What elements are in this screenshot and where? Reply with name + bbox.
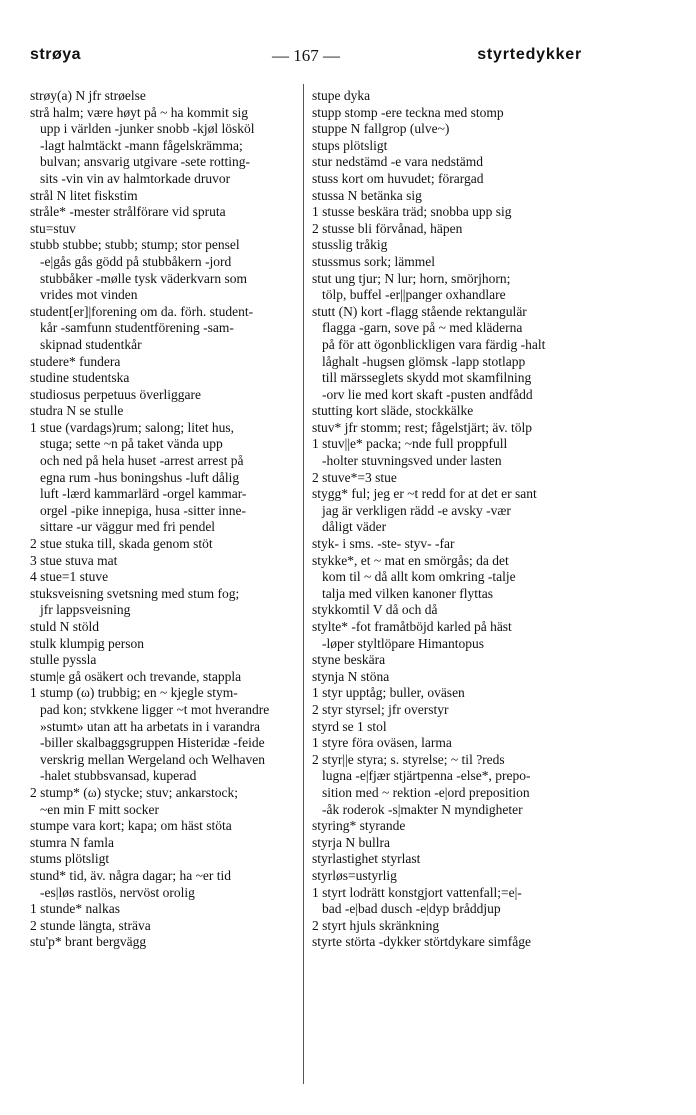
dictionary-line: egna rum -hus boningshus -luft dålig: [40, 469, 240, 485]
left-column: [30, 88, 302, 951]
dictionary-line: -es|løs rastlös, nervöst orolig: [40, 884, 195, 900]
dictionary-line: 2 stue stuka till, skada genom stöt: [30, 536, 213, 552]
dictionary-line: 2 styrt hjuls skränkning: [312, 917, 440, 933]
dictionary-line: dåligt väder: [322, 519, 387, 535]
dictionary-line: studere* fundera: [30, 353, 121, 369]
dictionary-line: sittare -ur väggur med fri pendel: [40, 519, 216, 535]
dictionary-line: 2 styr||e styra; s. styrelse; ~ til ?reds: [312, 751, 505, 767]
dictionary-line: upp i världen -junker snobb -kjøl lösköl: [40, 121, 255, 137]
dictionary-line: -e|gås gås gödd på stubbåkern -jord: [40, 253, 232, 269]
dictionary-line: lugna -e|fjær stjärtpenna -else*, prepo-: [322, 768, 531, 784]
dictionary-line: vrides mot vinden: [40, 287, 138, 303]
dictionary-line: studra N se stulle: [30, 403, 124, 419]
dictionary-line: styrløs=ustyrlig: [312, 867, 397, 883]
dictionary-line: 3 stue stuva mat: [30, 552, 118, 568]
dictionary-line: stråle* -mester strålförare vid spruta: [30, 204, 226, 220]
dictionary-line: orgel -pike innepiga, husa -sitter inne-: [40, 502, 246, 518]
dictionary-line: 1 stue (vardags)rum; salong; litet hus,: [30, 419, 234, 435]
dictionary-line: stynja N stöna: [312, 668, 390, 684]
dictionary-line: 1 styr upptåg; buller, oväsen: [312, 685, 465, 701]
dictionary-line: talja med vilken kanoner flyttas: [322, 585, 493, 601]
dictionary-line: 2 styr styrsel; jfr overstyr: [312, 701, 449, 717]
dictionary-line: stubb stubbe; stubb; stump; stor pensel: [30, 237, 240, 253]
dictionary-line: strøy(a) N jfr strøelse: [30, 88, 146, 103]
column-divider: [303, 84, 304, 1084]
dictionary-line: stums plötsligt: [30, 851, 110, 867]
dictionary-line: styrja N bullra: [312, 834, 390, 850]
dictionary-line: strå halm; være høyt på ~ ha kommit sig: [30, 104, 249, 120]
dictionary-line: 1 styre föra oväsen, larma: [312, 735, 452, 751]
dictionary-line: ~en min F mitt socker: [40, 801, 160, 817]
dictionary-line: på för att ögonblickligen vara färdig -halt: [322, 336, 546, 352]
dictionary-line: stulle pyssla: [30, 652, 97, 668]
dictionary-line: verskrig mellan Wergeland och Welhaven: [40, 751, 266, 767]
dictionary-line: stuksveisning svetsning med stum fog;: [30, 585, 240, 601]
dictionary-line: -holter stuvningsved under lasten: [322, 453, 502, 469]
dictionary-line: stum|e gå osäkert och trevande, stappla: [30, 668, 242, 684]
right-running-headword: styrtedykker: [477, 46, 582, 63]
dictionary-line: stups plötsligt: [312, 137, 388, 153]
dictionary-line: -lagt halmtäckt -mann fågelskrämma;: [40, 137, 243, 153]
dictionary-line: studiosus perpetuus överliggare: [30, 386, 201, 402]
dictionary-line: sits -vin vin av halmtorkade druvor: [40, 170, 231, 186]
right-column: [312, 88, 584, 951]
dictionary-line: stuv* jfr stomm; rest; fågelstjärt; äv. tölp: [312, 419, 532, 435]
dictionary-line: styne beskära: [312, 652, 386, 668]
dictionary-line: styring* styrande: [312, 818, 406, 834]
dictionary-line: student[er]|forening om da. förh. student-: [30, 303, 254, 319]
dictionary-line: 1 stuv||e* packa; ~nde full proppfull: [312, 436, 508, 452]
dictionary-line: stusslig tråkig: [312, 237, 388, 253]
dictionary-line: stund* tid, äv. några dagar; ha ~er tid: [30, 867, 231, 883]
dictionary-line: bad -e|bad dusch -e|dyp bråddjup: [322, 901, 501, 917]
dictionary-line: 1 stunde* nalkas: [30, 901, 120, 917]
dictionary-line: och ned på hela huset -arrest arrest på: [40, 453, 244, 469]
dictionary-line: 2 stuve*=3 stue: [312, 469, 397, 485]
dictionary-line: 2 stunde längta, sträva: [30, 917, 151, 933]
dictionary-line: stuld N stöld: [30, 619, 100, 634]
dictionary-line: stumpe vara kort; kapa; om häst stöta: [30, 818, 232, 834]
dictionary-line: stu=stuv: [30, 220, 76, 236]
dictionary-line: -biller skalbaggsgruppen Histeridæ -feide: [40, 735, 265, 751]
dictionary-line: kom til ~ då allt kom omkring -talje: [322, 569, 516, 585]
dictionary-line: studine studentska: [30, 370, 130, 386]
dictionary-line: 4 stue=1 stuve: [30, 569, 109, 585]
dictionary-line: 1 stusse beskära träd; snobba upp sig: [312, 204, 512, 220]
dictionary-line: stumra N famla: [30, 834, 114, 850]
dictionary-line: stussmus sork; lämmel: [312, 253, 436, 269]
dictionary-line: stussa N betänka sig: [312, 187, 422, 203]
dictionary-line: sition med ~ rektion -e|ord preposition: [322, 784, 530, 800]
dictionary-line: 1 styrt lodrätt konstgjort vattenfall;=e|-: [312, 884, 522, 900]
dictionary-line: stylte* -fot framåtböjd karled på häst: [312, 619, 512, 634]
dictionary-line: 2 stump* (ω) stycke; stuv; ankarstock;: [30, 784, 238, 800]
page-header: [30, 46, 582, 70]
dictionary-line: 2 stusse bli förvånad, häpen: [312, 220, 463, 236]
page-number: — 167 —: [272, 46, 340, 65]
dictionary-line: stupe dyka: [312, 88, 371, 103]
dictionary-line: kår -samfunn studentförening -sam-: [40, 320, 234, 336]
dictionary-line: stuppe N fallgrop (ulve~): [312, 121, 450, 137]
dictionary-line: pad kon; stvkkene ligger ~t mot hverandre: [40, 701, 270, 717]
dictionary-line: stubbåker -mølle tysk väderkvarn som: [40, 270, 247, 286]
dictionary-line: till märsseglets skydd mot skamfilning: [322, 370, 532, 386]
dictionary-line: jfr lappsveisning: [40, 602, 131, 618]
dictionary-line: -løper styltlöpare Himantopus: [322, 635, 484, 651]
dictionary-line: jag är verkligen rädd -e avsky -vær: [322, 502, 511, 518]
dictionary-line: bulvan; ansvarig utgivare -sete rotting-: [40, 154, 250, 170]
dictionary-line: stut ung tjur; N lur; horn, smörjhorn;: [312, 270, 511, 286]
dictionary-line: stykkomtil V då och då: [312, 602, 438, 618]
dictionary-line: stuga; sette ~n på taket vända upp: [40, 436, 223, 452]
dictionary-line: styrte störta -dykker störtdykare simfåge: [312, 934, 531, 950]
dictionary-line: styk- i sms. -ste- styv- -far: [312, 536, 455, 552]
dictionary-line: stuss kort om huvudet; förargad: [312, 170, 484, 186]
dictionary-line: luft -lærd kammarlärd -orgel kammar-: [40, 486, 247, 502]
dictionary-line: -åk roderok -s|makter N myndigheter: [322, 801, 523, 817]
dictionary-line: stygg* ful; jeg er ~t redd for at det er sant: [312, 486, 537, 502]
dictionary-line: stykke*, et ~ mat en smörgås; da det: [312, 552, 509, 568]
left-running-headword: strøya: [30, 46, 82, 63]
dictionary-line: flagga -garn, sove på ~ med kläderna: [322, 320, 523, 336]
dictionary-line: styrlastighet styrlast: [312, 851, 421, 867]
dictionary-line: stur nedstämd -e vara nedstämd: [312, 154, 483, 170]
dictionary-line: styrd se 1 stol: [312, 718, 387, 734]
dictionary-line: skipnad studentkår: [40, 336, 142, 352]
dictionary-line: »stumt» utan att ha arbetats in i varandra: [40, 718, 261, 734]
dictionary-line: stutt (N) kort -flagg stående rektangulär: [312, 303, 527, 319]
dictionary-line: tölp, buffel -er||panger oxhandlare: [322, 287, 506, 303]
dictionary-line: stulk klumpig person: [30, 635, 144, 651]
dictionary-line: strål N litet fiskstim: [30, 187, 138, 203]
dictionary-line: 1 stump (ω) trubbig; en ~ kjegle stym-: [30, 685, 238, 701]
dictionary-line: stutting kort släde, stockkälke: [312, 403, 474, 419]
dictionary-line: stupp stomp -ere teckna med stomp: [312, 104, 504, 120]
dictionary-line: -halet stubbsvansad, kuperad: [40, 768, 197, 784]
dictionary-line: låghalt -hugsen glömsk -lapp stotlapp: [322, 353, 526, 369]
dictionary-line: stu'p* brant bergvägg: [30, 934, 147, 950]
dictionary-line: -orv lie med kort skaft -pusten andfådd: [322, 386, 533, 402]
